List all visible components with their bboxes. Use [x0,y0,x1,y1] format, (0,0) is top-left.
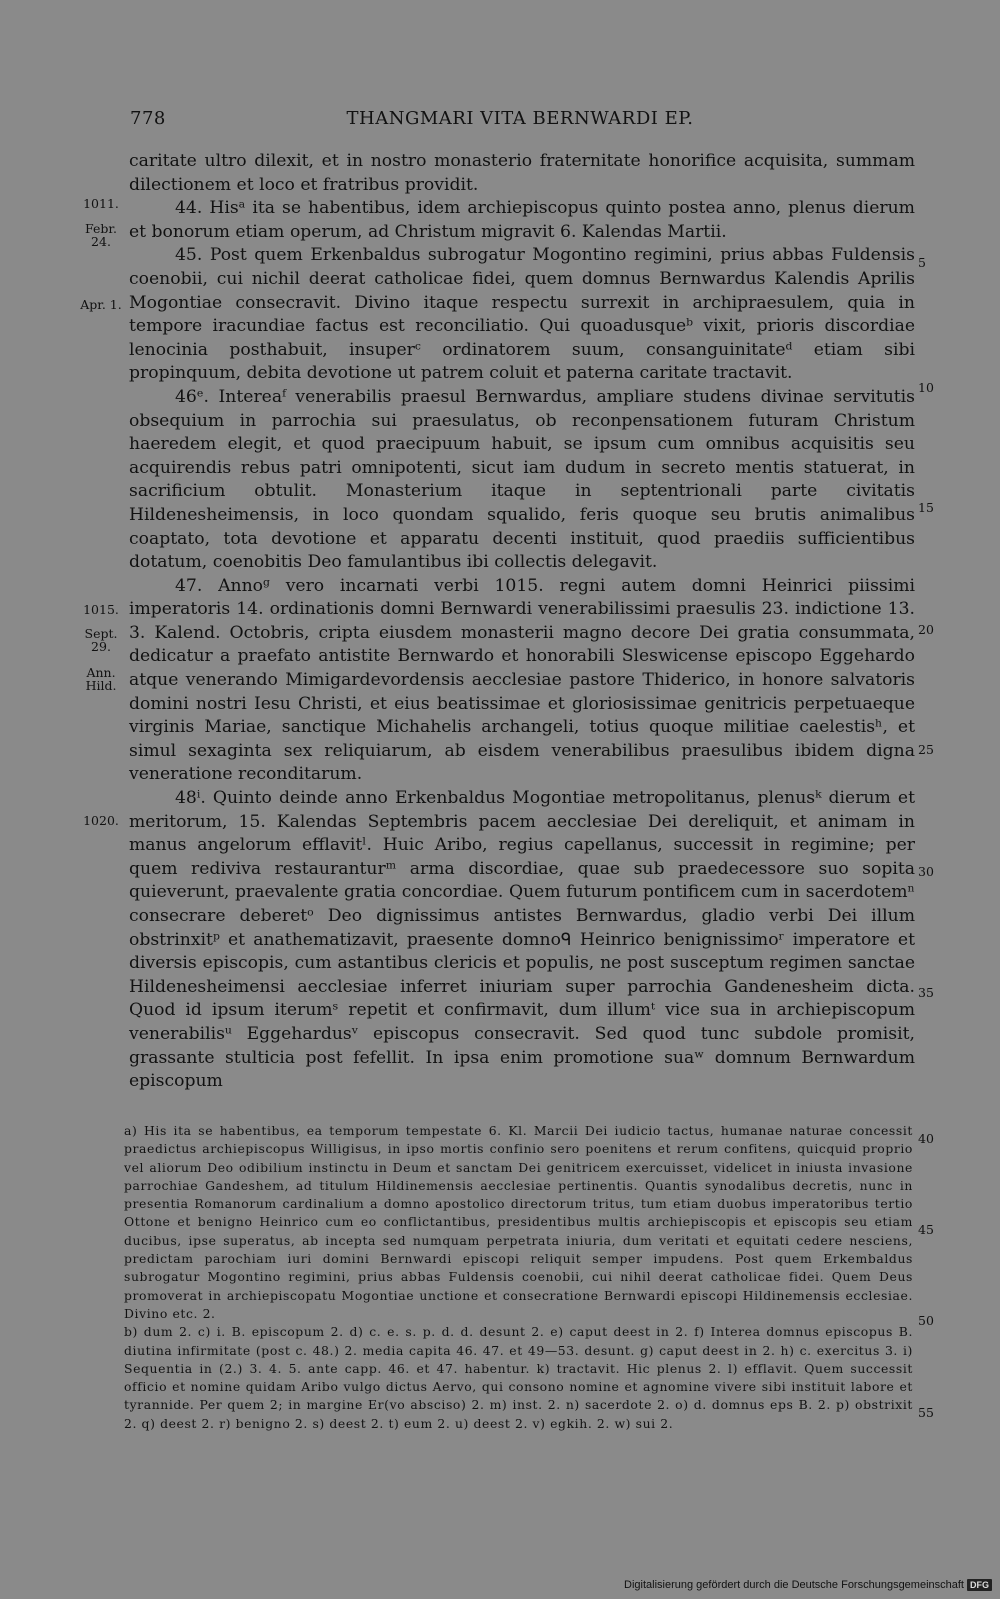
paragraph-continuation: caritate ultro dilexit, et in nostro monasterio fraternitate honorifice acquisita, summam dilectionem et loco et fratribus providit. [129,151,915,195]
margin-note-year-1011: 1011. [83,196,119,211]
line-number-10: 10 [918,380,934,395]
line-number-25: 25 [918,742,934,757]
dfg-logo: DFG [967,1579,992,1591]
margin-note-year-1015: 1015. [83,602,119,617]
running-title: THANGMARI VITA BERNWARDI EP. [346,108,694,129]
main-text [129,150,915,1094]
footnote-a: a) His ita se habentibus, ea temporum tempestate 6. Kl. Marcii Dei iudicio tactus, humanae naturae concessit praedictus archiepiscopus Willigisus, in ipso mortis confinio sero poenitens et rerum confitens, quicquid proprio vel aliorum Deo odibilium instinctu in Deum et sanctam Dei genitricem exercuisset, videlicet in iniusta invasione parrochiae Gandeshem, ad titulum Hildinemensis aecclesiae pertinentis. Quantis synodalibus decretis, nunc in presentia Romanorum cardinalium a domno apostolico directorum tritus, tum etiam duobus imperatoribus tertio Ottone et benigno Heinrico cum eo conflictantibus, presidentibus multis archiepiscopis et episcopis seu etiam ducibus, ipse superatus, ab incepta sed numquam perpetrata iniuria, dum veritati et equitati cedere nesciens, predictam parochiam iuri domini Bernwardi episcopi reliquit semper impudens. Post quem Erkembaldus subrogatur Mogontino regimini, prius abbas Fuldensis coenobii, cui nihil deerat catholicae fidei. Quem Deus promoverat in archiepiscopatu Mogontiae unctione et consecratione Bernwardi episcopi Hildinemensis ecclesiae. Divino etc. 2. [124,1123,913,1321]
footnote-line-number-40: 40 [918,1131,934,1146]
line-number-20: 20 [918,622,934,637]
paragraph-47: 47. Annoᵍ vero incarnati verbi 1015. regni autem domni Heinrici piissimi imperatoris 14. ordinationis domni Bernwardi venerabilissimi praesulis 23. indictione 13. 3. Kalend. Octobris, cripta eiusdem monasterii magno decore Dei gratia consummata, dedicatur a praefato antistite Bernwardo et honorabili Sleswicense episcopo Eggehardo atque venerando Mimigardevordensis aecclesiae pastore Thiderico, in honore salvatoris domini nostri Iesu Christi, et eius beatissimae et gloriosissimae genitricis perpetuaeque virginis Mariae, sanctique Michahelis archangeli, totius quoque militiae caelestisʰ, et simul sexaginta sex reliquiarum, ab eisdem venerabilibus praesulibus ibidem digna veneratione reconditarum. [129,575,915,785]
line-number-15: 15 [918,500,934,515]
digitization-credit [624,1579,992,1591]
margin-note-sept-29: Sept. 29. [84,626,118,654]
footnotes [124,1122,913,1433]
footnote-line-number-55: 55 [918,1405,934,1420]
paragraph-48: 48ⁱ. Quinto deinde anno Erkenbaldus Mogontiae metropolitanus, plenusᵏ dierum et meritorum, 15. Kalendas Septembris pacem aecclesiae Dei dereliquit, et animam in manus angelorum efflavitˡ. Huic Aribo, regius capellanus, successit in regimine; per quem rediviva restauranturᵐ arma discordiae, quae sub praedecessore suo sopita quieverunt, praevalente gratia concordiae. Quem futurum pontificem cum in sacerdotemⁿ consecrare deberetᵒ Deo dignissimus antistes Bernwardus, gladio verbi Dei illum obstrinxitᵖ et anathematizavit, praesente domnoᑫ Heinrico benignissimoʳ imperatore et diversis episcopis, cum astantibus clericis et populis, ne post susceptum regimen sanctae Hildenesheimensi aecclesiae inferret iniuriam super parrochia Gandenesheim dicta. Quod id ipsum iterumˢ repetit et confirmavit, dum illumᵗ vice sua in archiepiscopum venerabilisᵘ Eggehardusᵛ episcopus consecravit. Sed quod tunc subdole promisit, grassante stulticia post fefellit. In ipsa enim promotione suaʷ domnum Bernwardum episcopum [129,788,915,1092]
margin-note-year-1020: 1020. [83,813,119,828]
line-number-5: 5 [918,255,926,270]
margin-note-apr-1: Apr. 1. [80,297,122,312]
footnote-b-w: b) dum 2. c) i. B. episcopum 2. d) c. e. s. p. d. d. desunt 2. e) caput deest in 2. f) Interea domnus episcopus B. diutina infirmitate (post c. 48.) 2. media capita 46. 47. et 49—53. desunt. g) caput deest in 2. h) c. exercitus 3. i) Sequentia in (2.) 3. 4. 5. ante capp. 46. et 47. habentur. k) tractavit. Hic plenus 2. l) efflavit. Quem successit officio et nomine quidam Aribo vulgo dictus Aervo, qui consono nomine et agnomine vivere sibi instituit labore et tyrannide. Per quem 2; in margine Er(vo absciso) 2. m) inst. 2. n) sacerdote 2. o) d. domnus eps B. 2. p) obstrixit 2. q) deest 2. r) benigno 2. s) deest 2. t) eum 2. u) deest 2. v) egkih. 2. w) sui 2. [124,1324,913,1431]
line-number-35: 35 [918,985,934,1000]
running-header [130,108,910,138]
credit-text: Digitalisierung gefördert durch die Deutsche Forschungsgemeinschaft [624,1579,964,1591]
paragraph-46: 46ᵉ. Intereaᶠ venerabilis praesul Bernwardus, ampliare studens divinae servitutis obsequium in parrochia sui praesulatus, ob reconpensationem futuram Christum haeredem elegit, et quod praecipuum habuit, se ipsum cum omnibus acquisitis seu acquirendis rebus patri omnipotenti, sicut iam dudum in secreto mentis statuerat, in sacrificium obtulit. Monasterium itaque in septentrionali parte civitatis Hildenesheimensis, in loco quondam squalido, feris quoque seu brutis animalibus coaptato, tota devotione et apparatu decenti instituit, quod praediis sufficientibus dotatum, coenobitis Deo famulantibus ibi collectis delegavit. [129,386,915,573]
margin-note-febr-24: Febr. 24. [85,221,117,249]
paragraph-45: 45. Post quem Erkenbaldus subrogatur Mogontino regimini, prius abbas Fuldensis coenobii, cui nichil deerat catholicae fidei, quem domnus Bernwardus Kalendis Aprilis Mogontiae consecravit. Divino itaque respectu surrexit in archipraesulem, quia in tempore iracundiae factus est reconciliatio. Qui quoadusqueᵇ vixit, prioris discordiae lenocinia posthabuit, insuperᶜ ordinatorem suum, consanguinitateᵈ etiam sibi propinquum, debita devotione ut patrem coluit et paterna caritate tractavit. [129,245,915,384]
page-number: 778 [130,108,166,129]
line-number-30: 30 [918,864,934,879]
footnote-line-number-50: 50 [918,1313,934,1328]
footnote-line-number-45: 45 [918,1222,934,1237]
paragraph-44: 44. Hisᵃ ita se habentibus, idem archiepiscopus quinto postea anno, plenus dierum et bonorum etiam operum, ad Christum migravit 6. Kalendas Martii. [129,198,915,242]
margin-note-ann-hild: Ann. Hild. [85,665,117,693]
